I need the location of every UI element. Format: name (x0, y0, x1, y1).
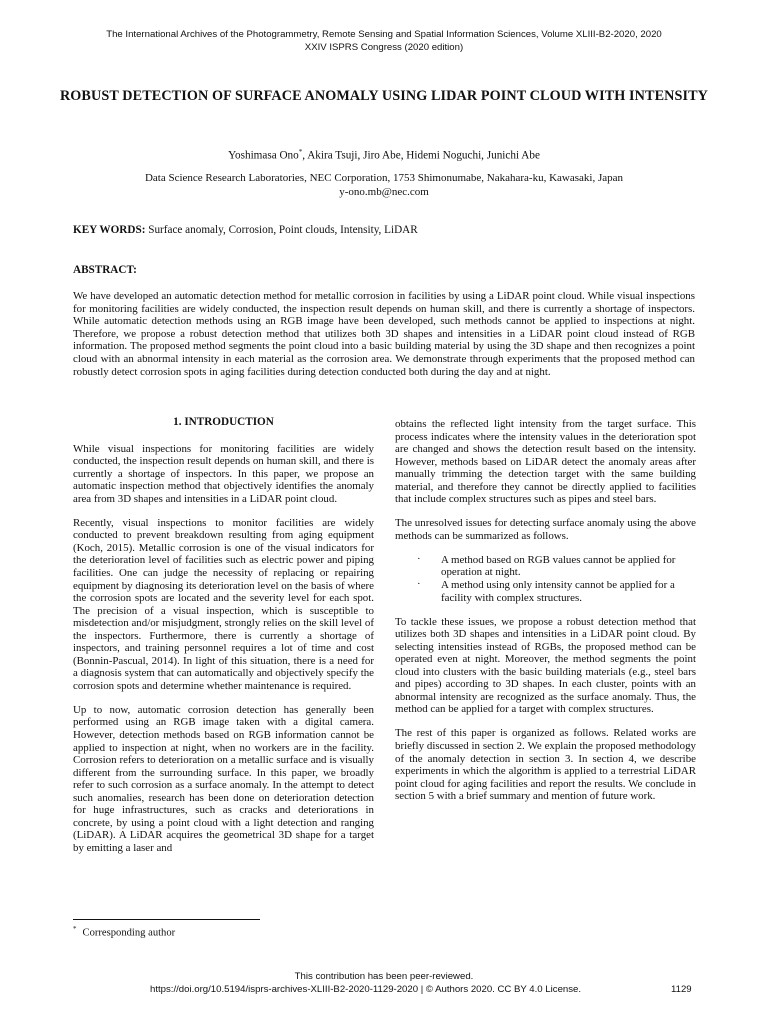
abstract-text: We have developed an automatic detection method for metallic corrosion in facilities by using a LiDAR point cloud. While visual inspections for monitoring facilities are widely conducted, the inspection result depends on human skill, and there is currently a shortage of inspectors. While automatic detection methods using an RGB image have been developed, such methods cannot be applied to inspections at night. Therefore, we propose a robust detection method that utilizes both 3D shapes and intensities in a LiDAR point cloud instead of RGB information. The proposed method segments the point cloud into a basic building material by using the 3D shape and then recognizes a point cloud with an abnormal intensity in each material as the corrosion area. We demonstrate through experiments that the proposed method can robustly detect corrosion spots in aging facilities during detection conducted both during the day and at night. (73, 290, 695, 378)
affiliation-address: Data Science Research Laboratories, NEC Corporation, 1753 Shimonumabe, Nakahara-ku, Kawasaki, Japan (144, 172, 624, 184)
corresponding-mark: * (298, 148, 303, 156)
paper-title: ROBUST DETECTION OF SURFACE ANOMALY USING LIDAR POINT CLOUD WITH INTENSITY (59, 88, 709, 104)
keywords-text: Surface anomaly, Corrosion, Point clouds, Intensity, LiDAR (145, 224, 418, 236)
keywords-label: KEY WORDS: (73, 224, 146, 236)
list-item-text: A method using only intensity cannot be applied for a facility with complex structures. (441, 579, 675, 604)
intro-paragraph: The rest of this paper is organized as follows. Related works are briefly discussed in section 2. We explain the proposed methodology of the anomaly detection in section 3. In section 4, we describe experiments in which the algorithm is applied to a terrestrial LiDAR point cloud for aging facilities and report the results. We conclude in section 5 with a brief summary and mention of future work. (395, 727, 696, 803)
list-item (395, 579, 696, 604)
running-header (60, 28, 708, 54)
first-author: Yoshimasa Ono (228, 149, 299, 162)
author-email: y-ono.mb@nec.com (339, 185, 429, 198)
abstract-heading: ABSTRACT: (73, 264, 137, 276)
footnote-mark: * (73, 925, 77, 933)
section-heading-introduction: 1. INTRODUCTION (173, 416, 274, 428)
intro-paragraph: To tackle these issues, we propose a robust detection method that utilizes both 3D shapes and intensities in a LiDAR point cloud. By selecting intensities instead of RGBs, the proposed method can be operated even at night. Moreover, the method segments the point cloud into clusters with the basic building materials (e.g., steel bars and pipes) according to 3D shapes. In each cluster, points with an abnormal intensity are recognized as the surface anomaly. Thus, the method can be applied for a target with complex structures. (395, 615, 696, 716)
bullet-mark: · (417, 552, 421, 565)
intro-paragraph: Up to now, automatic corrosion detection has generally been performed using an RGB image taken with a digital camera. However, detection methods based on RGB information cannot be applied to inspection at night, when no workers are in the facility. Corrosion refers to deterioration on a metallic surface and is visually different from the surrounding surface. In this paper, we broadly refer to such corrosion as a surface anomaly. In the attempt to detect such anomalies, research has been done on deterioration detection for huge infrastructures, such as cracks and deteriorations in concrete, by using a point cloud with a light detection and ranging (LiDAR). A LiDAR acquires the geometrical 3D shape for a target by emitting a laser and (73, 703, 374, 854)
left-column (73, 416, 374, 866)
doi-license-line[interactable]: https://doi.org/10.5194/isprs-archives-XLIII-B2-2020-1129-2020 | © Authors 2020. CC BY 4.0 License. (150, 984, 582, 995)
peer-review-note: This contribution has been peer-reviewed. (294, 971, 474, 982)
affiliation (60, 172, 708, 199)
bullet-mark: · (417, 578, 421, 591)
other-authors: , Akira Tsuji, Jiro Abe, Hidemi Noguchi, Junichi Abe (302, 149, 540, 162)
intro-paragraph: Recently, visual inspections to monitor facilities are widely conducted to prevent breakdown resulting from aging equipment (Koch, 2015). Metallic corrosion is one of the visual indicators for the deterioration level of facilities such as electric power and piping facilities. One can judge the necessity of replacing or repairing equipment by diagnosing its deterioration level on the basis of where the corrosion spots are located and the severity level for each spot. The precision of a visual inspection, which is susceptible to misdetection and/or misjudgment, strongly relies on the skill level of the inspectors. Furthermore, there is currently a shortage of inspectors, and training personnel requires a lot of time and cost (Bonnin-Pascual, 2014). In light of this situation, there is a need for a diagnosis system that can automatically and objectively specify the corrosion spots and determine whether maintenance is required. (73, 516, 374, 692)
right-column (395, 418, 696, 814)
issue-list (395, 554, 696, 604)
intro-paragraph: obtains the reflected light intensity from the target surface. This process indicates where the intensity values in the deterioration spot are changed and shows the detection result based on the intensity. However, methods based on LiDAR detect the anomaly areas after manually trimming the detection target with the same building material, and therefore they cannot be directly applied to facilities that include complex structures such as pipes and steel bars. (395, 418, 696, 506)
list-item-text: A method based on RGB values cannot be applied for operation at night. (441, 553, 676, 579)
footnote (73, 925, 175, 939)
header-line-congress: XXIV ISPRS Congress (2020 edition) (304, 42, 464, 53)
page-number: 1129 (671, 984, 692, 995)
footnote-rule (73, 919, 260, 920)
keywords (73, 224, 695, 236)
list-item (395, 554, 696, 579)
intro-paragraph: While visual inspections for monitoring facilities are widely conducted, the inspection result depends on human skill, and there is currently a shortage of inspectors. In this paper, we propose an automatic inspection method that objectively identifies the anomaly area from 3D shapes and intensities in a LiDAR point cloud. (73, 442, 374, 505)
header-line-journal: The International Archives of the Photogrammetry, Remote Sensing and Spatial Information Sciences, Volume XLIII-B2-2020, 2020 (106, 29, 662, 40)
intro-paragraph: The unresolved issues for detecting surface anomaly using the above methods can be summarized as follows. (395, 517, 696, 542)
author-list (60, 148, 708, 162)
footnote-text: Corresponding author (82, 927, 176, 939)
